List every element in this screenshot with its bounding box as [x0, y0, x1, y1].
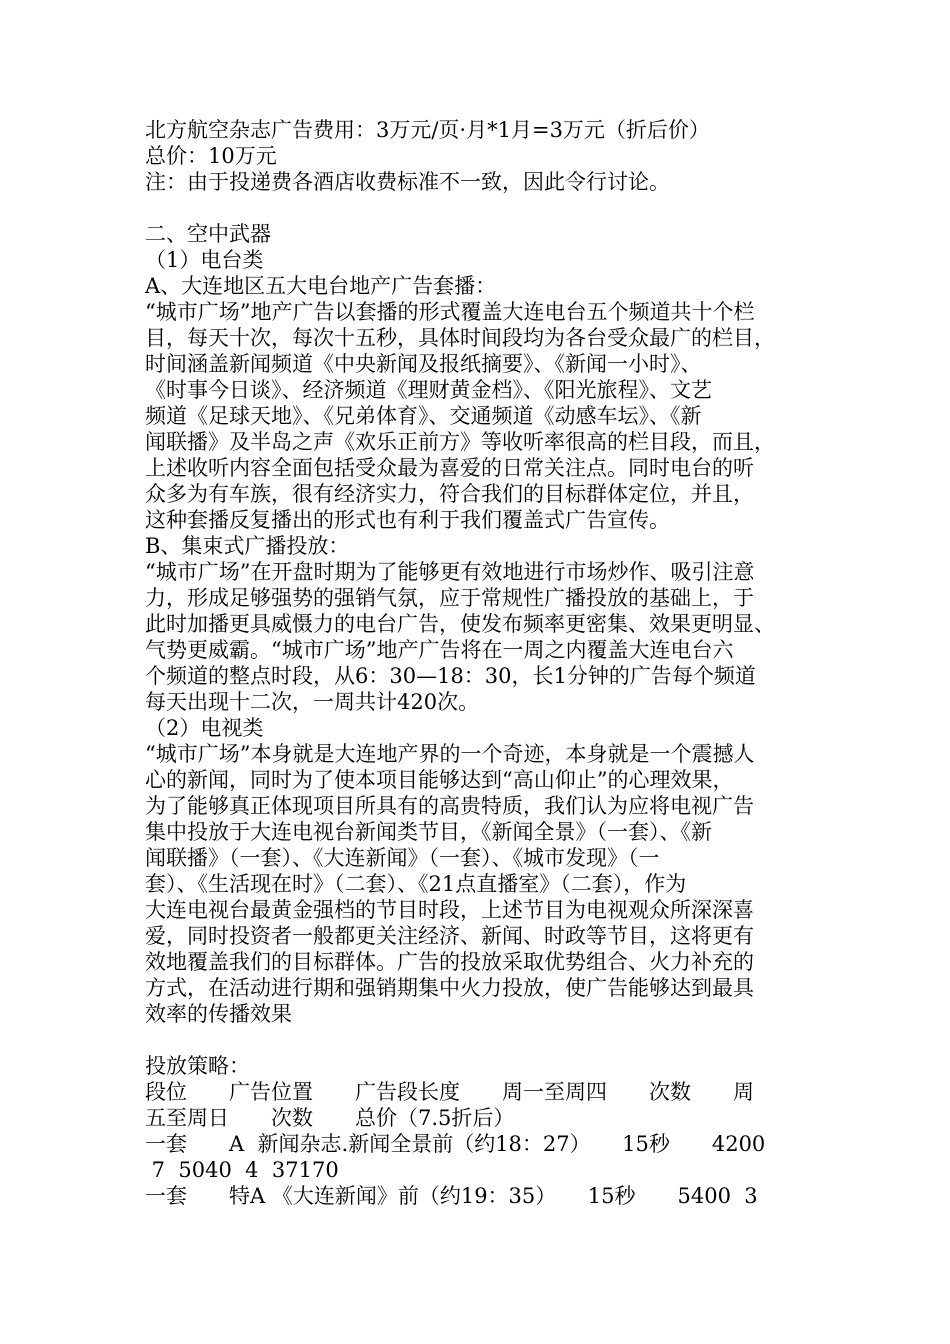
text-line: 时间涵盖新闻频道《中央新闻及报纸摘要》、《新闻一小时》、 [145, 352, 702, 376]
text-line: 闻联播》（一套）、《大连新闻》（一套）、《城市发现》（一 [145, 846, 660, 870]
text-line: 气势更威霸。“城市广场”地产广告将在一周之内覆盖大连电台六 [145, 638, 734, 662]
text-line: 总价：10万元 [145, 144, 277, 168]
paragraph-gap [145, 195, 815, 221]
text-line: 大连电视台最黄金强档的节目时段，上述节目为电视观众所深深喜 [145, 898, 754, 922]
text-line: 为了能够真正体现项目所具有的高贵特质，我们认为应将电视广告 [145, 794, 754, 818]
text-line: B、集束式广播投放： [145, 534, 350, 558]
strategy-heading: 投放策略： [145, 1054, 250, 1078]
subsection-heading: （2）电视类 [145, 716, 264, 740]
text-line: A、大连地区五大电台地产广告套播： [145, 274, 497, 298]
text-line: 注：由于投递费各酒店收费标准不一致，因此令行讨论。 [145, 170, 670, 194]
subsection-heading: （1）电台类 [145, 248, 264, 272]
table-header-line: 五至周日 次数 总价（7.5折后） [145, 1106, 515, 1130]
text-line: 此时加播更具威慑力的电台广告，使发布频率更密集、效果更明显、 [145, 612, 775, 636]
text-line: 频道《足球天地》、《兄弟体育》、交通频道《动感车坛》、《新 [145, 404, 702, 428]
document-body [145, 117, 815, 1209]
text-line: 上述收听内容全面包括受众最为喜爱的日常关注点。同时电台的听 [145, 456, 754, 480]
table-row-line: 7 5040 4 37170 [145, 1158, 339, 1182]
text-line: “城市广场”地产广告以套播的形式覆盖大连电台五个频道共十个栏 [145, 300, 755, 324]
text-line: 《时事今日谈》、经济频道《理财黄金档》、《阳光旅程》、文艺 [145, 378, 712, 402]
table-header-line: 段位 广告位置 广告段长度 周一至周四 次数 周 [145, 1080, 754, 1104]
text-line: 每天出现十二次，一周共计420次。 [145, 690, 480, 714]
text-line: 套）、《生活现在时》（二套）、《21点直播室》（二套），作为 [145, 872, 687, 896]
text-line: 方式，在活动进行期和强销期集中火力投放，使广告能够达到最具 [145, 976, 754, 1000]
text-line: 个频道的整点时段，从6：30—18：30，长1分钟的广告每个频道 [145, 664, 756, 688]
text-line: 目，每天十次，每次十五秒，具体时间段均为各台受众最广的栏目， [145, 326, 775, 350]
text-line: 闻联播》及半岛之声《欢乐正前方》等收听率很高的栏目段，而且， [145, 430, 775, 454]
text-line: “城市广场”在开盘时期为了能够更有效地进行市场炒作、吸引注意 [145, 560, 755, 584]
section-heading: 二、空中武器 [145, 222, 271, 246]
text-line: 心的新闻，同时为了使本项目能够达到“高山仰止”的心理效果， [145, 768, 734, 792]
text-line: 众多为有车族，很有经济实力，符合我们的目标群体定位，并且， [145, 482, 754, 506]
text-line: 这种套播反复播出的形式也有利于我们覆盖式广告宣传。 [145, 508, 670, 532]
text-line: 效地覆盖我们的目标群体。广告的投放采取优势组合、火力补充的 [145, 950, 754, 974]
paragraph-gap [145, 1027, 815, 1053]
text-line: 北方航空杂志广告费用：3万元/页·月*1月=3万元（折后价） [145, 118, 710, 142]
table-row-line: 一套 A 新闻杂志.新闻全景前（约18：27） 15秒 4200 [145, 1132, 766, 1156]
text-line: 爱，同时投资者一般都更关注经济、新闻、时政等节目，这将更有 [145, 924, 754, 948]
text-line: “城市广场”本身就是大连地产界的一个奇迹，本身就是一个震撼人 [145, 742, 755, 766]
text-line: 效率的传播效果 [145, 1002, 292, 1026]
text-line: 力，形成足够强势的强销气氛，应于常规性广播投放的基础上，于 [145, 586, 754, 610]
table-row-line: 一套 特A 《大连新闻》前（约19：35） 15秒 5400 3 [145, 1184, 758, 1208]
text-line: 集中投放于大连电视台新闻类节目，《新闻全景》（一套）、《新 [145, 820, 712, 844]
